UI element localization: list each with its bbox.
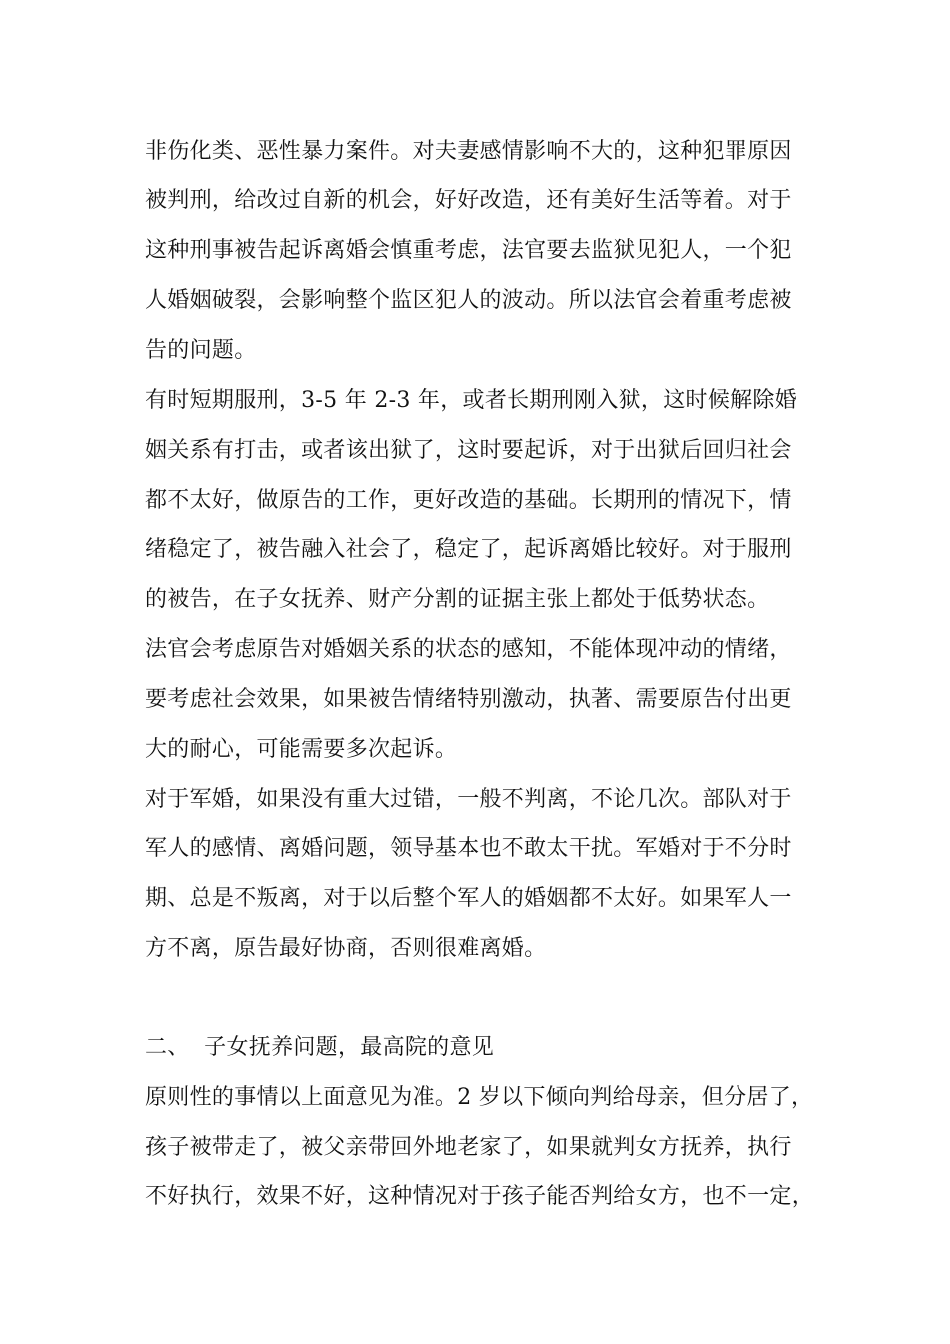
paragraph-line: 军人的感情、离婚问题，领导基本也不敢太干扰。军婚对于不分时 xyxy=(145,836,792,861)
paragraph-line: 的被告，在子女抚养、财产分割的证据主张上都处于低势状态。 xyxy=(145,587,770,612)
paragraph-line: 有时短期服刑，3-5 年 2-3 年，或者长期刑刚入狱，这时候解除婚 xyxy=(145,388,798,413)
paragraph-line: 这种刑事被告起诉离婚会慎重考虑，法官要去监狱见犯人，一个犯 xyxy=(145,238,792,263)
paragraph-line: 原则性的事情以上面意见为准。2 岁以下倾向判给母亲，但分居了， xyxy=(145,1085,814,1110)
paragraph-line: 方不离，原告最好协商，否则很难离婚。 xyxy=(145,936,547,961)
paragraph-line: 都不太好，做原告的工作，更好改造的基础。长期刑的情况下，情 xyxy=(145,488,792,513)
paragraph-line: 告的问题。 xyxy=(145,338,257,363)
paragraph-line: 非伤化类、恶性暴力案件。对夫妻感情影响不大的，这种犯罪原因 xyxy=(145,139,792,164)
paragraph-line: 绪稳定了，被告融入社会了，稳定了，起诉离婚比较好。对于服刑 xyxy=(145,537,792,562)
paragraph-line: 期、总是不叛离，对于以后整个军人的婚姻都不太好。如果军人一 xyxy=(145,886,792,911)
paragraph-line: 大的耐心，可能需要多次起诉。 xyxy=(145,737,458,762)
section-heading: 二、 子女抚养问题，最高院的意见 xyxy=(145,1035,495,1060)
paragraph-line: 法官会考虑原告对婚姻关系的状态的感知，不能体现冲动的情绪， xyxy=(145,637,792,662)
paragraph-line: 被判刑，给改过自新的机会，好好改造，还有美好生活等着。对于 xyxy=(145,188,792,213)
paragraph-line: 对于军婚，如果没有重大过错，一般不判离，不论几次。部队对于 xyxy=(145,787,792,812)
paragraph-line: 不好执行，效果不好，这种情况对于孩子能否判给女方，也不一定， xyxy=(145,1184,815,1209)
paragraph-line: 人婚姻破裂，会影响整个监区犯人的波动。所以法官会着重考虑被 xyxy=(145,288,792,313)
paragraph-line: 孩子被带走了，被父亲带回外地老家了，如果就判女方抚养，执行 xyxy=(145,1135,792,1160)
paragraph-line: 姻关系有打击，或者该出狱了，这时要起诉，对于出狱后回归社会 xyxy=(145,438,792,463)
paragraph-line: 要考虑社会效果，如果被告情绪特别激动，执著、需要原告付出更 xyxy=(145,687,792,712)
